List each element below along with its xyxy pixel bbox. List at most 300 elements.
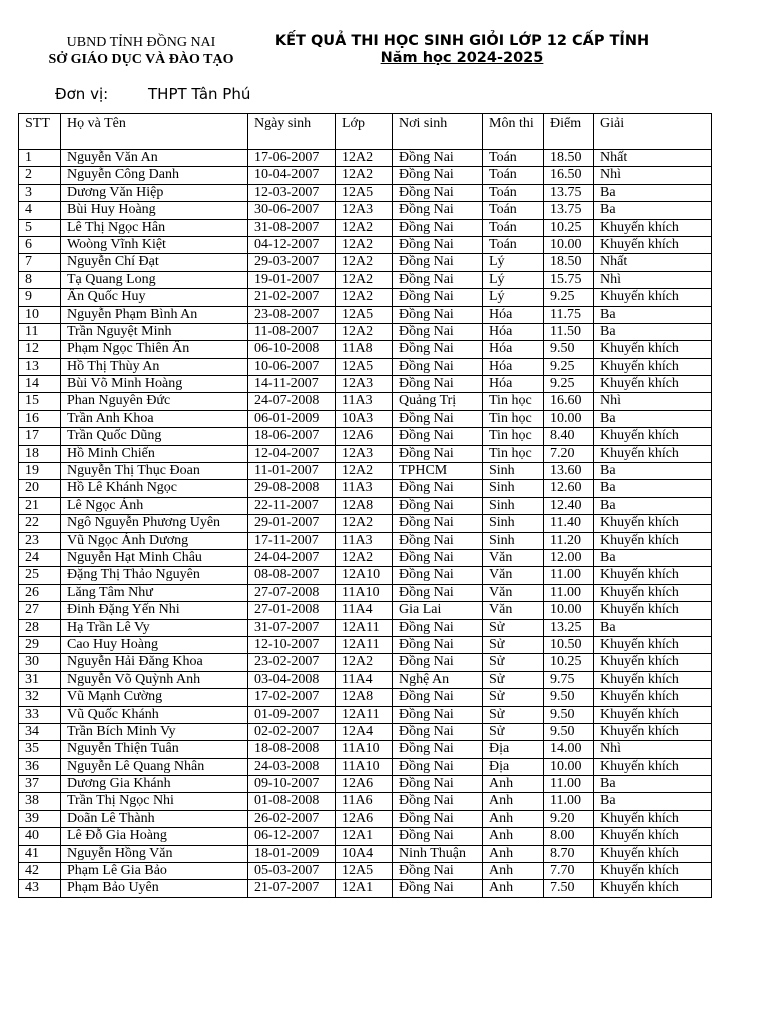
cell-score: 10.50 <box>544 636 594 653</box>
cell-birthplace: Đồng Nai <box>393 236 483 253</box>
cell-birthplace: Đồng Nai <box>393 410 483 427</box>
cell-award: Khuyến khích <box>594 236 712 253</box>
cell-stt: 36 <box>19 758 61 775</box>
table-row <box>19 741 712 758</box>
cell-award: Ba <box>594 497 712 514</box>
cell-score: 7.20 <box>544 445 594 462</box>
cell-subject: Hóa <box>483 376 544 393</box>
table-row <box>19 654 712 671</box>
cell-class: 11A3 <box>336 480 393 497</box>
cell-class: 11A3 <box>336 532 393 549</box>
cell-birthplace: Đồng Nai <box>393 202 483 219</box>
cell-score: 11.00 <box>544 584 594 601</box>
cell-stt: 30 <box>19 654 61 671</box>
cell-birthdate: 19-01-2007 <box>248 271 336 288</box>
cell-award: Nhất <box>594 254 712 271</box>
table-row <box>19 828 712 845</box>
cell-score: 9.50 <box>544 689 594 706</box>
table-row <box>19 515 712 532</box>
cell-stt: 15 <box>19 393 61 410</box>
cell-class: 12A2 <box>336 271 393 288</box>
cell-birthplace: Đồng Nai <box>393 358 483 375</box>
cell-birthplace: Ninh Thuận <box>393 845 483 862</box>
table-row <box>19 863 712 880</box>
cell-birthplace: Đồng Nai <box>393 584 483 601</box>
table-row <box>19 341 712 358</box>
cell-award: Khuyến khích <box>594 671 712 688</box>
cell-birthdate: 27-01-2008 <box>248 602 336 619</box>
cell-class: 12A3 <box>336 202 393 219</box>
cell-stt: 11 <box>19 323 61 340</box>
cell-class: 11A4 <box>336 602 393 619</box>
table-row <box>19 532 712 549</box>
cell-stt: 33 <box>19 706 61 723</box>
cell-birthdate: 02-02-2007 <box>248 723 336 740</box>
cell-score: 11.00 <box>544 776 594 793</box>
cell-award: Khuyến khích <box>594 880 712 897</box>
cell-class: 12A5 <box>336 358 393 375</box>
cell-class: 12A2 <box>336 515 393 532</box>
cell-stt: 39 <box>19 810 61 827</box>
cell-birthdate: 22-11-2007 <box>248 497 336 514</box>
cell-subject: Sinh <box>483 497 544 514</box>
cell-class: 12A10 <box>336 567 393 584</box>
cell-subject: Toán <box>483 219 544 236</box>
cell-birthplace: TPHCM <box>393 463 483 480</box>
cell-award: Khuyến khích <box>594 376 712 393</box>
header-row <box>19 114 712 150</box>
cell-name: Hồ Thị Thùy An <box>61 358 248 375</box>
cell-birthdate: 12-03-2007 <box>248 184 336 201</box>
cell-birthdate: 06-10-2008 <box>248 341 336 358</box>
cell-class: 12A2 <box>336 236 393 253</box>
cell-award: Khuyến khích <box>594 584 712 601</box>
cell-stt: 21 <box>19 497 61 514</box>
cell-score: 9.25 <box>544 358 594 375</box>
cell-birthdate: 29-08-2008 <box>248 480 336 497</box>
cell-name: Hồ Lê Khánh Ngọc <box>61 480 248 497</box>
cell-birthdate: 06-01-2009 <box>248 410 336 427</box>
cell-score: 13.75 <box>544 202 594 219</box>
cell-birthdate: 08-08-2007 <box>248 567 336 584</box>
cell-name: Lê Đỗ Gia Hoàng <box>61 828 248 845</box>
cell-birthdate: 23-08-2007 <box>248 306 336 323</box>
cell-score: 9.50 <box>544 706 594 723</box>
cell-stt: 1 <box>19 150 61 167</box>
cell-score: 10.00 <box>544 602 594 619</box>
cell-name: Nguyễn Chí Đạt <box>61 254 248 271</box>
cell-subject: Sử <box>483 671 544 688</box>
cell-class: 12A11 <box>336 706 393 723</box>
cell-score: 8.00 <box>544 828 594 845</box>
cell-birthdate: 03-04-2008 <box>248 671 336 688</box>
column-header: Lớp <box>336 114 393 150</box>
cell-class: 12A2 <box>336 654 393 671</box>
cell-birthdate: 29-01-2007 <box>248 515 336 532</box>
cell-birthplace: Đồng Nai <box>393 341 483 358</box>
cell-birthdate: 26-02-2007 <box>248 810 336 827</box>
table-row <box>19 184 712 201</box>
cell-subject: Toán <box>483 202 544 219</box>
cell-award: Khuyến khích <box>594 341 712 358</box>
cell-subject: Anh <box>483 863 544 880</box>
cell-award: Ba <box>594 184 712 201</box>
cell-stt: 20 <box>19 480 61 497</box>
cell-birthplace: Đồng Nai <box>393 636 483 653</box>
cell-birthplace: Đồng Nai <box>393 480 483 497</box>
cell-birthdate: 01-08-2008 <box>248 793 336 810</box>
cell-stt: 25 <box>19 567 61 584</box>
cell-award: Nhất <box>594 150 712 167</box>
table-row <box>19 497 712 514</box>
cell-birthdate: 18-06-2007 <box>248 428 336 445</box>
cell-subject: Địa <box>483 758 544 775</box>
cell-subject: Anh <box>483 828 544 845</box>
results-table <box>18 113 712 898</box>
unit-value: THPT Tân Phú <box>148 85 251 103</box>
cell-birthplace: Đồng Nai <box>393 532 483 549</box>
cell-name: Đặng Thị Thảo Nguyên <box>61 567 248 584</box>
school-year: Năm học 2024-2025 <box>380 50 544 66</box>
table-row <box>19 393 712 410</box>
cell-class: 12A6 <box>336 810 393 827</box>
cell-stt: 4 <box>19 202 61 219</box>
cell-birthplace: Đồng Nai <box>393 376 483 393</box>
cell-subject: Sử <box>483 706 544 723</box>
table-row <box>19 671 712 688</box>
cell-birthplace: Gia Lai <box>393 602 483 619</box>
cell-stt: 27 <box>19 602 61 619</box>
cell-class: 12A11 <box>336 619 393 636</box>
table-row <box>19 428 712 445</box>
cell-name: Lăng Tâm Như <box>61 584 248 601</box>
cell-subject: Tin học <box>483 445 544 462</box>
cell-birthplace: Đồng Nai <box>393 619 483 636</box>
cell-birthplace: Đồng Nai <box>393 445 483 462</box>
cell-award: Khuyến khích <box>594 636 712 653</box>
cell-name: Nguyễn Hạt Minh Châu <box>61 549 248 566</box>
cell-subject: Lý <box>483 271 544 288</box>
cell-award: Khuyến khích <box>594 515 712 532</box>
cell-birthplace: Đồng Nai <box>393 810 483 827</box>
title-text: KẾT QUẢ THI HỌC SINH GIỎI LỚP 12 CẤP TỈNH <box>274 33 650 49</box>
document-title <box>268 33 656 67</box>
cell-subject: Anh <box>483 793 544 810</box>
cell-stt: 22 <box>19 515 61 532</box>
cell-award: Ba <box>594 463 712 480</box>
cell-score: 16.60 <box>544 393 594 410</box>
cell-award: Khuyến khích <box>594 810 712 827</box>
cell-birthdate: 06-12-2007 <box>248 828 336 845</box>
cell-stt: 13 <box>19 358 61 375</box>
cell-birthplace: Đồng Nai <box>393 549 483 566</box>
cell-award: Khuyến khích <box>594 219 712 236</box>
cell-subject: Tin học <box>483 428 544 445</box>
table-row <box>19 619 712 636</box>
cell-subject: Tin học <box>483 393 544 410</box>
cell-subject: Văn <box>483 567 544 584</box>
cell-birthdate: 23-02-2007 <box>248 654 336 671</box>
cell-birthdate: 30-06-2007 <box>248 202 336 219</box>
cell-name: Trần Thị Ngọc Nhi <box>61 793 248 810</box>
table-row <box>19 880 712 897</box>
cell-name: Ân Quốc Huy <box>61 289 248 306</box>
table-row <box>19 706 712 723</box>
column-header: Ngày sinh <box>248 114 336 150</box>
cell-subject: Toán <box>483 150 544 167</box>
cell-birthdate: 31-07-2007 <box>248 619 336 636</box>
cell-stt: 5 <box>19 219 61 236</box>
cell-score: 9.50 <box>544 341 594 358</box>
cell-birthdate: 14-11-2007 <box>248 376 336 393</box>
cell-stt: 26 <box>19 584 61 601</box>
cell-score: 7.50 <box>544 880 594 897</box>
cell-score: 10.25 <box>544 219 594 236</box>
cell-stt: 43 <box>19 880 61 897</box>
cell-birthplace: Đồng Nai <box>393 863 483 880</box>
cell-score: 9.20 <box>544 810 594 827</box>
cell-name: Tạ Quang Long <box>61 271 248 288</box>
cell-subject: Toán <box>483 236 544 253</box>
cell-class: 11A4 <box>336 671 393 688</box>
cell-subject: Sử <box>483 619 544 636</box>
table-row <box>19 358 712 375</box>
cell-stt: 28 <box>19 619 61 636</box>
cell-subject: Sinh <box>483 463 544 480</box>
cell-name: Doãn Lê Thành <box>61 810 248 827</box>
issuing-organization <box>30 34 252 68</box>
cell-birthplace: Đồng Nai <box>393 758 483 775</box>
cell-stt: 17 <box>19 428 61 445</box>
cell-birthplace: Đồng Nai <box>393 219 483 236</box>
cell-score: 11.00 <box>544 567 594 584</box>
cell-stt: 7 <box>19 254 61 271</box>
cell-class: 12A8 <box>336 497 393 514</box>
cell-score: 10.00 <box>544 236 594 253</box>
cell-birthplace: Đồng Nai <box>393 167 483 184</box>
cell-class: 11A10 <box>336 758 393 775</box>
cell-stt: 24 <box>19 549 61 566</box>
cell-class: 10A4 <box>336 845 393 862</box>
cell-name: Nguyễn Thị Thục Đoan <box>61 463 248 480</box>
cell-subject: Tin học <box>483 410 544 427</box>
cell-class: 11A8 <box>336 341 393 358</box>
cell-subject: Sử <box>483 689 544 706</box>
cell-subject: Anh <box>483 776 544 793</box>
cell-stt: 3 <box>19 184 61 201</box>
cell-award: Khuyến khích <box>594 828 712 845</box>
cell-award: Khuyến khích <box>594 532 712 549</box>
cell-birthplace: Đồng Nai <box>393 654 483 671</box>
cell-class: 12A5 <box>336 306 393 323</box>
table-row <box>19 567 712 584</box>
cell-award: Khuyến khích <box>594 863 712 880</box>
cell-class: 12A1 <box>336 880 393 897</box>
cell-birthdate: 18-08-2008 <box>248 741 336 758</box>
cell-score: 14.00 <box>544 741 594 758</box>
cell-subject: Sinh <box>483 532 544 549</box>
cell-name: Phạm Lê Gia Bảo <box>61 863 248 880</box>
cell-birthdate: 17-02-2007 <box>248 689 336 706</box>
table-row <box>19 549 712 566</box>
cell-birthdate: 18-01-2009 <box>248 845 336 862</box>
cell-stt: 31 <box>19 671 61 688</box>
column-header: Môn thi <box>483 114 544 150</box>
cell-birthplace: Đồng Nai <box>393 689 483 706</box>
cell-birthdate: 17-11-2007 <box>248 532 336 549</box>
cell-birthplace: Đồng Nai <box>393 323 483 340</box>
cell-birthplace: Đồng Nai <box>393 515 483 532</box>
cell-subject: Sử <box>483 723 544 740</box>
cell-name: Vũ Ngọc Ánh Dương <box>61 532 248 549</box>
cell-award: Khuyến khích <box>594 723 712 740</box>
cell-birthplace: Đồng Nai <box>393 428 483 445</box>
cell-subject: Văn <box>483 549 544 566</box>
table-row <box>19 306 712 323</box>
cell-stt: 19 <box>19 463 61 480</box>
cell-stt: 29 <box>19 636 61 653</box>
cell-stt: 35 <box>19 741 61 758</box>
cell-stt: 9 <box>19 289 61 306</box>
cell-subject: Sinh <box>483 515 544 532</box>
cell-score: 9.75 <box>544 671 594 688</box>
table-row <box>19 445 712 462</box>
table-row <box>19 584 712 601</box>
cell-subject: Hóa <box>483 323 544 340</box>
cell-stt: 34 <box>19 723 61 740</box>
cell-name: Trần Nguyệt Minh <box>61 323 248 340</box>
cell-award: Ba <box>594 202 712 219</box>
cell-class: 10A3 <box>336 410 393 427</box>
cell-class: 12A6 <box>336 428 393 445</box>
cell-subject: Địa <box>483 741 544 758</box>
cell-birthdate: 04-12-2007 <box>248 236 336 253</box>
cell-score: 9.25 <box>544 376 594 393</box>
cell-name: Nguyễn Văn An <box>61 150 248 167</box>
cell-score: 13.25 <box>544 619 594 636</box>
cell-birthplace: Đồng Nai <box>393 741 483 758</box>
cell-subject: Lý <box>483 254 544 271</box>
cell-name: Dương Văn Hiệp <box>61 184 248 201</box>
cell-stt: 23 <box>19 532 61 549</box>
cell-name: Nguyễn Công Danh <box>61 167 248 184</box>
cell-birthplace: Đồng Nai <box>393 793 483 810</box>
cell-award: Nhì <box>594 393 712 410</box>
cell-award: Khuyến khích <box>594 602 712 619</box>
cell-name: Hồ Minh Chiến <box>61 445 248 462</box>
cell-birthplace: Đồng Nai <box>393 271 483 288</box>
cell-subject: Sinh <box>483 480 544 497</box>
cell-stt: 38 <box>19 793 61 810</box>
cell-subject: Anh <box>483 880 544 897</box>
cell-birthplace: Đồng Nai <box>393 184 483 201</box>
cell-score: 13.75 <box>544 184 594 201</box>
cell-class: 12A2 <box>336 219 393 236</box>
cell-name: Lê Ngọc Ánh <box>61 497 248 514</box>
cell-name: Bùi Võ Minh Hoàng <box>61 376 248 393</box>
cell-birthdate: 24-03-2008 <box>248 758 336 775</box>
cell-award: Khuyến khích <box>594 845 712 862</box>
cell-stt: 8 <box>19 271 61 288</box>
cell-class: 12A6 <box>336 776 393 793</box>
cell-birthplace: Đồng Nai <box>393 150 483 167</box>
cell-subject: Toán <box>483 167 544 184</box>
cell-score: 15.75 <box>544 271 594 288</box>
cell-birthdate: 27-07-2008 <box>248 584 336 601</box>
cell-stt: 40 <box>19 828 61 845</box>
table-row <box>19 167 712 184</box>
cell-birthdate: 31-08-2007 <box>248 219 336 236</box>
cell-score: 10.25 <box>544 654 594 671</box>
cell-birthdate: 01-09-2007 <box>248 706 336 723</box>
table-row <box>19 323 712 340</box>
cell-award: Khuyến khích <box>594 689 712 706</box>
cell-birthdate: 24-04-2007 <box>248 549 336 566</box>
cell-score: 8.40 <box>544 428 594 445</box>
cell-score: 12.40 <box>544 497 594 514</box>
cell-award: Khuyến khích <box>594 758 712 775</box>
cell-award: Ba <box>594 549 712 566</box>
cell-subject: Toán <box>483 184 544 201</box>
cell-score: 12.00 <box>544 549 594 566</box>
cell-stt: 12 <box>19 341 61 358</box>
column-header: STT <box>19 114 61 150</box>
cell-award: Khuyến khích <box>594 654 712 671</box>
cell-birthplace: Đồng Nai <box>393 828 483 845</box>
table-row <box>19 463 712 480</box>
table-row <box>19 289 712 306</box>
cell-class: 11A10 <box>336 741 393 758</box>
cell-class: 12A5 <box>336 184 393 201</box>
cell-class: 12A3 <box>336 376 393 393</box>
cell-birthplace: Đồng Nai <box>393 706 483 723</box>
cell-name: Dương Gia Khánh <box>61 776 248 793</box>
table-row <box>19 219 712 236</box>
cell-score: 11.40 <box>544 515 594 532</box>
cell-stt: 2 <box>19 167 61 184</box>
cell-award: Ba <box>594 480 712 497</box>
table-row <box>19 376 712 393</box>
cell-score: 16.50 <box>544 167 594 184</box>
cell-name: Bùi Huy Hoàng <box>61 202 248 219</box>
cell-stt: 32 <box>19 689 61 706</box>
cell-birthplace: Đồng Nai <box>393 567 483 584</box>
table-row <box>19 254 712 271</box>
cell-birthdate: 11-08-2007 <box>248 323 336 340</box>
cell-name: Phạm Ngọc Thiên Ân <box>61 341 248 358</box>
cell-award: Nhì <box>594 741 712 758</box>
table-row <box>19 202 712 219</box>
cell-score: 11.75 <box>544 306 594 323</box>
cell-birthdate: 17-06-2007 <box>248 150 336 167</box>
cell-stt: 14 <box>19 376 61 393</box>
cell-birthdate: 09-10-2007 <box>248 776 336 793</box>
cell-subject: Anh <box>483 810 544 827</box>
table-row <box>19 410 712 427</box>
cell-birthdate: 21-07-2007 <box>248 880 336 897</box>
cell-award: Khuyến khích <box>594 358 712 375</box>
cell-stt: 18 <box>19 445 61 462</box>
cell-class: 12A11 <box>336 636 393 653</box>
column-header: Nơi sinh <box>393 114 483 150</box>
cell-birthplace: Đồng Nai <box>393 497 483 514</box>
cell-birthdate: 10-06-2007 <box>248 358 336 375</box>
department-name <box>30 51 252 68</box>
table-row <box>19 271 712 288</box>
cell-name: Phạm Bảo Uyên <box>61 880 248 897</box>
cell-score: 11.50 <box>544 323 594 340</box>
table-row <box>19 480 712 497</box>
